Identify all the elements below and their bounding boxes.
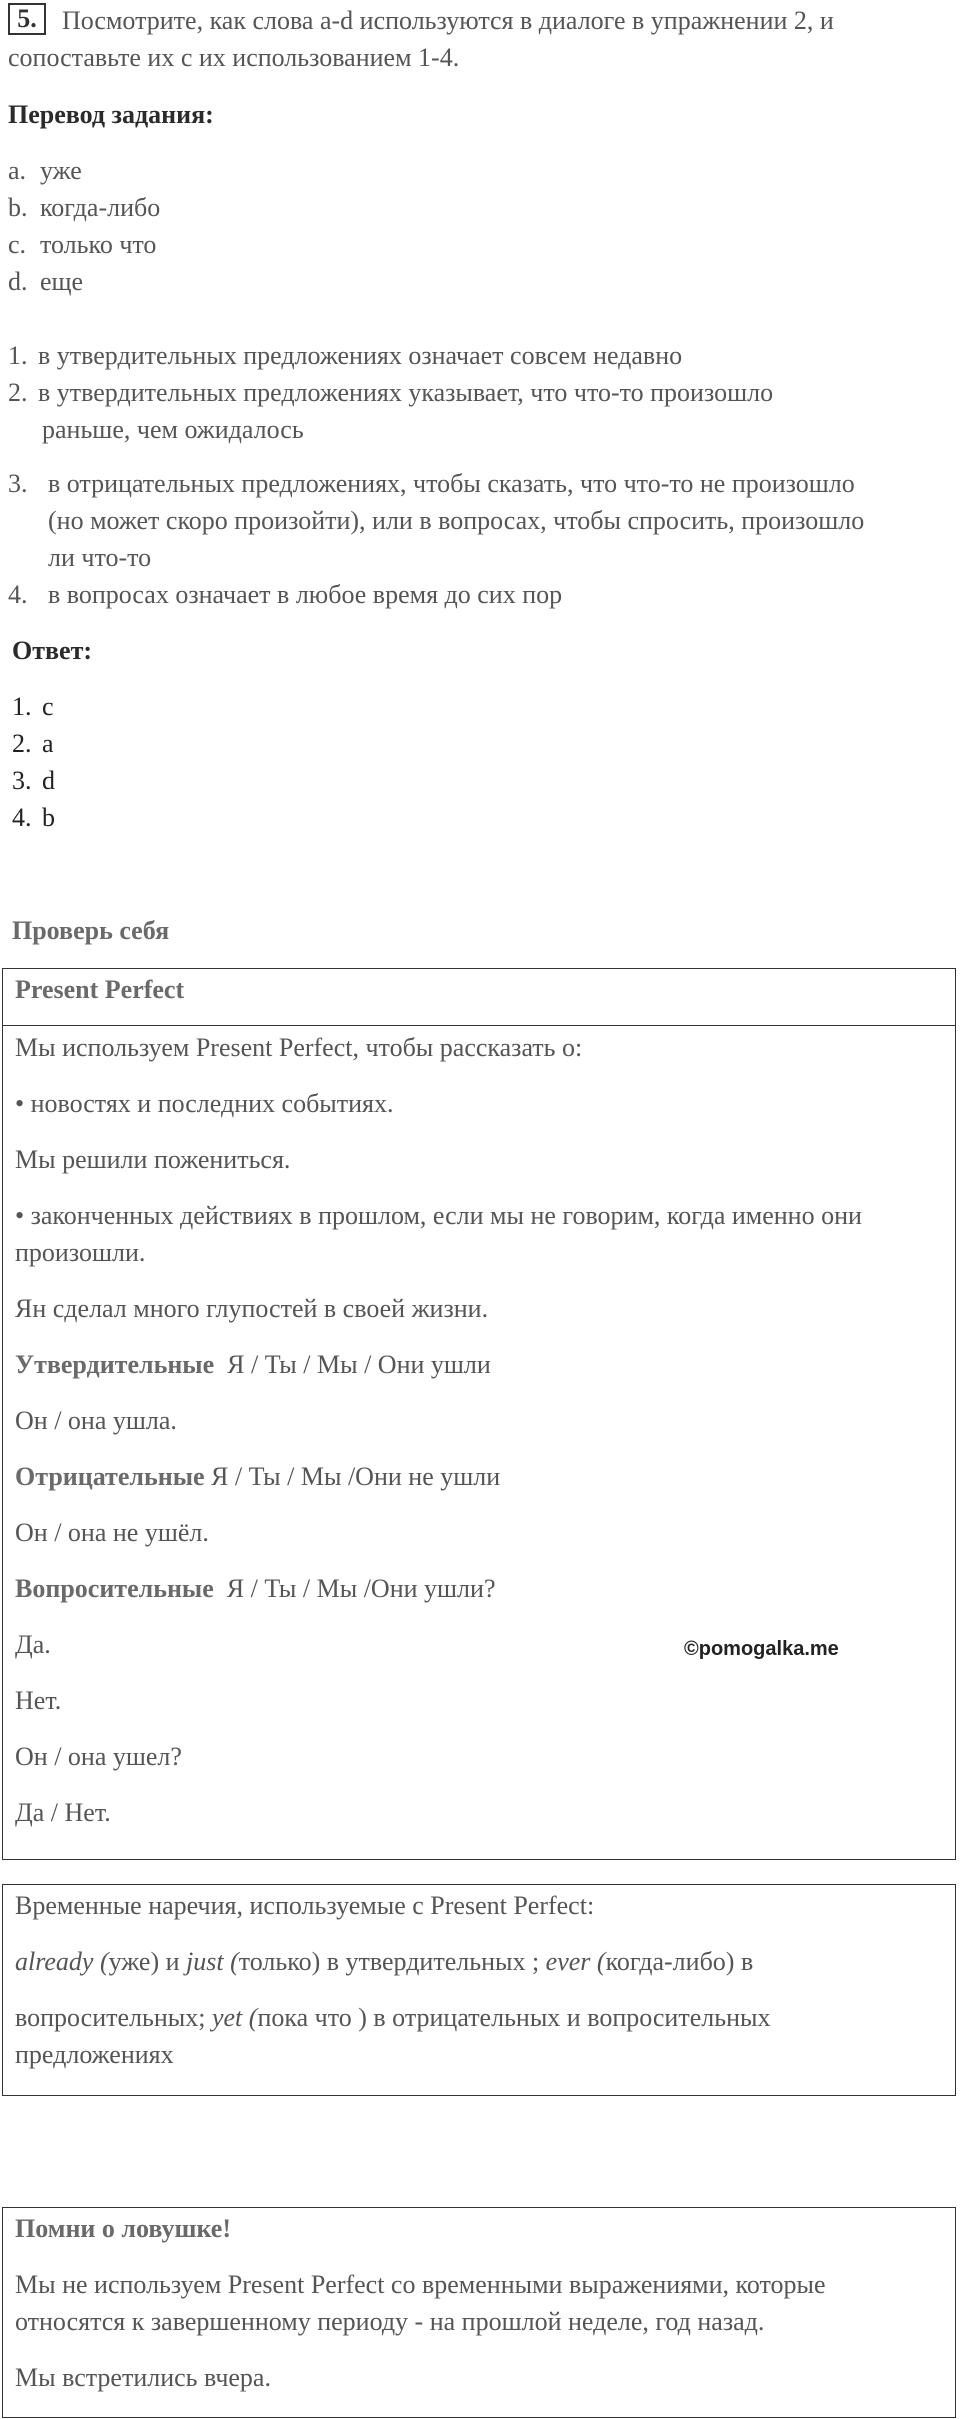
use-item-2-cont: раньше, чем ожидалось: [42, 415, 304, 444]
pp-no: Нет.: [15, 1686, 62, 1715]
time-adverbs-box: [2, 1884, 956, 2096]
pp-negative-2: Он / она не ушёл.: [15, 1518, 209, 1547]
pp-yes-no: Да / Нет.: [15, 1798, 111, 1827]
pp-affirmative-2: Он / она ушла.: [15, 1406, 177, 1435]
letter-item-b: b. когда-либо: [8, 193, 161, 222]
adverbs-line-3: вопросительных; yet (пока что ) в отрицательных и вопросительных: [15, 2003, 771, 2032]
task-number: 5.: [8, 3, 46, 35]
adverbs-line-2: already (уже) и just (только) в утвердительных ; ever (когда-либо) в: [15, 1947, 754, 1976]
adverbs-line-4: предложениях: [15, 2040, 174, 2069]
task-text-1: Посмотрите, как слова a-d используются в диалоге в упражнении 2, и: [62, 6, 834, 35]
task-line-2: сопоставьте их с их использованием 1-4.: [8, 43, 460, 72]
pp-line-1: Мы используем Present Perfect, чтобы рассказать о:: [15, 1033, 583, 1062]
pp-line-3: Мы решили пожениться.: [15, 1145, 291, 1174]
translation-heading: Перевод задания:: [8, 100, 214, 129]
adverbs-line-1: Временные наречия, используемые с Present Perfect:: [15, 1891, 595, 1920]
pp-yes: Да.: [15, 1630, 51, 1659]
letter-item-c: c. только что: [8, 230, 157, 259]
pp-affirmative: Утвердительные Я / Ты / Мы / Они ушли: [15, 1350, 491, 1379]
watermark: ©pomogalka.me: [684, 1638, 839, 1660]
task-line-1: [8, 2, 834, 39]
pp-line-5: Ян сделал много глупостей в своей жизни.: [15, 1294, 489, 1323]
use-item-3-cont-1: (но может скоро произойти), или в вопросах, чтобы спросить, произошло: [48, 506, 865, 535]
use-item-1: 1. в утвердительных предложениях означает совсем недавно: [8, 341, 683, 370]
box-title-divider: [3, 1025, 955, 1026]
use-item-4: 4. в вопросах означает в любое время до сих пор: [8, 580, 563, 609]
use-item-3: 3. в отрицательных предложениях, чтобы сказать, что что-то не произошло: [8, 469, 855, 498]
answer-item-2: 2. a: [12, 729, 54, 758]
trap-line-1: Мы не используем Present Perfect со временными выражениями, которые: [15, 2270, 826, 2299]
present-perfect-box: [2, 968, 956, 1860]
pp-line-4a: • законченных действиях в прошлом, если мы не говорим, когда именно они: [15, 1201, 862, 1230]
trap-box: [2, 2207, 956, 2418]
answer-item-1: 1. c: [12, 692, 54, 721]
pp-question: Вопросительные Я / Ты / Мы /Они ушли?: [15, 1574, 496, 1603]
letter-item-d: d. еще: [8, 267, 84, 296]
pp-question-2: Он / она ушел?: [15, 1742, 182, 1771]
answer-item-3: 3. d: [12, 766, 55, 795]
use-item-2: 2. в утвердительных предложениях указывает, что что-то произошло: [8, 378, 774, 407]
trap-line-2: относятся к завершенному периоду - на прошлой неделе, год назад.: [15, 2307, 765, 2336]
answer-item-4: 4. b: [12, 803, 55, 832]
answer-heading: Ответ:: [12, 636, 93, 665]
pp-line-4b: произошли.: [15, 1238, 146, 1267]
letter-item-a: a. уже: [8, 156, 82, 185]
pp-negative: Отрицательные Я / Ты / Мы /Они не ушли: [15, 1462, 501, 1491]
present-perfect-title: Present Perfect: [15, 975, 185, 1004]
check-heading: Проверь себя: [12, 916, 170, 945]
trap-line-3: Мы встретились вчера.: [15, 2363, 271, 2392]
pp-line-2: • новостях и последних событиях.: [15, 1089, 394, 1118]
use-item-3-cont-2: ли что-то: [48, 543, 152, 572]
trap-title: Помни о ловушке!: [15, 2214, 231, 2243]
